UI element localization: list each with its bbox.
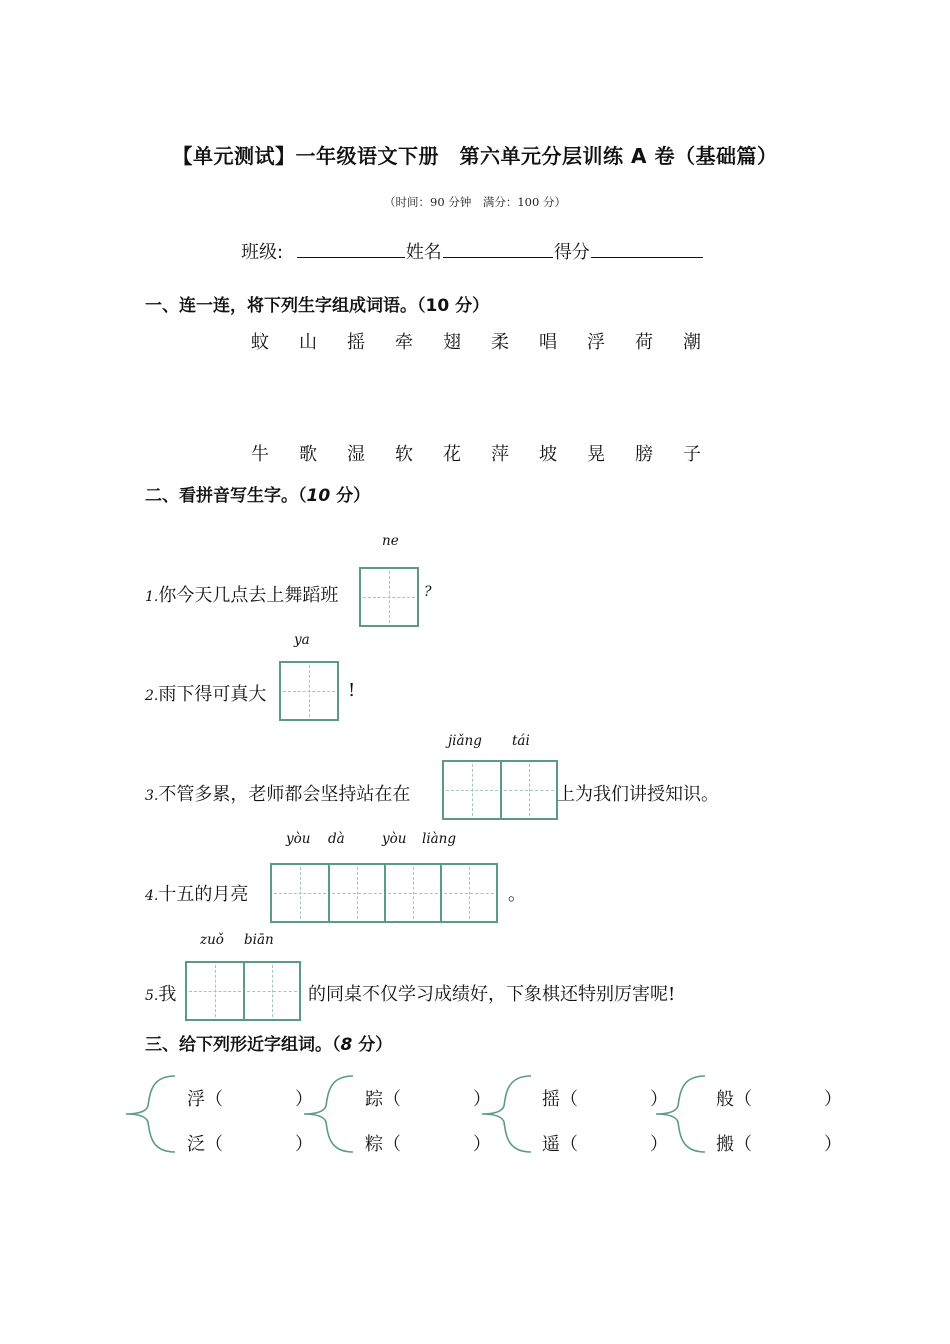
question-text-before: 不管多累，老师都会坚持站在在 (158, 784, 411, 805)
char-item[interactable]: 翅 (443, 332, 461, 353)
word-group-bottom[interactable]: 粽（ ） (365, 1134, 491, 1155)
question-2-text (145, 680, 266, 706)
pinyin-label: dà (328, 831, 345, 847)
writing-cell[interactable] (440, 865, 496, 921)
word-group-bottom[interactable]: 遥（ ） (542, 1134, 668, 1155)
char-item[interactable]: 花 (443, 444, 461, 465)
question-text-after: 的同桌不仅学习成绩好，下象棋还特别厉害呢! (308, 984, 676, 1005)
bottom-char-row (236, 440, 716, 466)
brace-icon (120, 1072, 180, 1156)
char-item[interactable]: 牵 (395, 332, 413, 353)
question-5-text (145, 980, 176, 1006)
writing-grid[interactable] (442, 760, 558, 820)
question-number: 2. (145, 688, 159, 704)
page-title: 【单元测试】一年级语文下册 第六单元分层训练 A 卷（基础篇） (172, 144, 778, 168)
writing-cell[interactable] (281, 663, 337, 719)
question-3-text (145, 780, 410, 806)
section-1-title: 一、连一连，将下列生字组成词语。（10 分） (145, 296, 490, 316)
char-item[interactable]: 软 (395, 444, 413, 465)
writing-grid[interactable] (185, 961, 301, 1021)
question-1-text (145, 581, 338, 607)
class-blank[interactable] (297, 239, 405, 258)
question-text-before: 十五的月亮 (158, 884, 249, 905)
question-number: 1. (145, 589, 159, 605)
question-number: 3. (145, 788, 159, 804)
char-item[interactable]: 蚊 (251, 332, 269, 353)
top-char-row (236, 328, 716, 354)
char-item[interactable]: 牛 (251, 444, 269, 465)
section-2-score: 10 (306, 486, 331, 506)
pinyin-label: liàng (422, 831, 457, 847)
class-label: 班级: (241, 242, 284, 263)
score-label: 得分 (553, 242, 590, 263)
char-item[interactable]: 摇 (347, 332, 365, 353)
writing-cell[interactable] (500, 762, 556, 818)
question-text-after: 上为我们讲授知识。 (557, 784, 719, 805)
pinyin-label: biān (244, 932, 274, 948)
question-4-text (145, 880, 248, 906)
name-label: 姓名 (405, 242, 442, 263)
word-group-top[interactable]: 浮（ ） (187, 1089, 313, 1110)
question-number: 4. (145, 888, 159, 904)
student-info-line (241, 238, 704, 264)
char-item[interactable]: 浮 (587, 332, 605, 353)
word-group-top[interactable]: 般（ ） (716, 1089, 842, 1110)
question-number: 5. (145, 988, 159, 1004)
word-group-top[interactable]: 踪（ ） (365, 1089, 491, 1110)
question-text-before: 雨下得可真大 (158, 684, 267, 705)
char-item[interactable]: 柔 (491, 332, 509, 353)
word-group-bottom[interactable]: 搬（ ） (716, 1134, 842, 1155)
section-3-title-suffix: 分） (352, 1035, 393, 1055)
pinyin-label: yòu (382, 831, 407, 847)
section-2-title (145, 481, 370, 506)
writing-cell[interactable] (243, 963, 299, 1019)
char-item[interactable]: 萍 (491, 444, 509, 465)
exam-info: （时间：90 分钟 满分：100 分） (384, 195, 566, 209)
char-item[interactable]: 潮 (683, 332, 701, 353)
pinyin-label: yòu (286, 831, 311, 847)
question-text-after: ! (348, 680, 356, 701)
writing-cell[interactable] (272, 865, 328, 921)
char-item[interactable]: 晃 (587, 444, 605, 465)
char-item[interactable]: 山 (299, 332, 317, 353)
writing-grid[interactable] (270, 863, 498, 923)
question-text-before: 我 (158, 984, 177, 1005)
writing-cell[interactable] (384, 865, 440, 921)
name-blank[interactable] (443, 239, 553, 258)
writing-grid[interactable] (359, 567, 419, 627)
word-group-top[interactable]: 摇（ ） (542, 1089, 668, 1110)
char-item[interactable]: 膀 (635, 444, 653, 465)
section-3-title (145, 1030, 392, 1055)
writing-cell[interactable] (444, 762, 500, 818)
char-item[interactable]: 子 (683, 444, 701, 465)
pinyin-label: tái (512, 733, 530, 749)
score-blank[interactable] (591, 239, 703, 258)
writing-cell[interactable] (187, 963, 243, 1019)
pinyin-label: ya (294, 632, 310, 648)
char-item[interactable]: 坡 (539, 444, 557, 465)
writing-cell[interactable] (328, 865, 384, 921)
question-text-after: ? (424, 584, 432, 600)
section-3-title-prefix: 三、给下列形近字组词。（ (145, 1035, 341, 1055)
section-2-title-prefix: 二、看拼音写生字。（ (145, 486, 307, 506)
pinyin-label: ne (382, 533, 399, 549)
question-text-after: 。 (508, 884, 526, 905)
writing-cell[interactable] (361, 569, 417, 625)
char-item[interactable]: 湿 (347, 444, 365, 465)
char-item[interactable]: 歌 (299, 444, 317, 465)
char-item[interactable]: 唱 (539, 332, 557, 353)
pinyin-label: zuǒ (200, 932, 224, 948)
writing-grid[interactable] (279, 661, 339, 721)
question-text-before: 你今天几点去上舞蹈班 (158, 585, 339, 606)
section-3-score: 8 (340, 1035, 353, 1055)
word-group-bottom[interactable]: 泛（ ） (187, 1134, 313, 1155)
pinyin-label: jiǎng (448, 733, 482, 749)
char-item[interactable]: 荷 (635, 332, 653, 353)
section-2-title-suffix: 分） (330, 486, 371, 506)
